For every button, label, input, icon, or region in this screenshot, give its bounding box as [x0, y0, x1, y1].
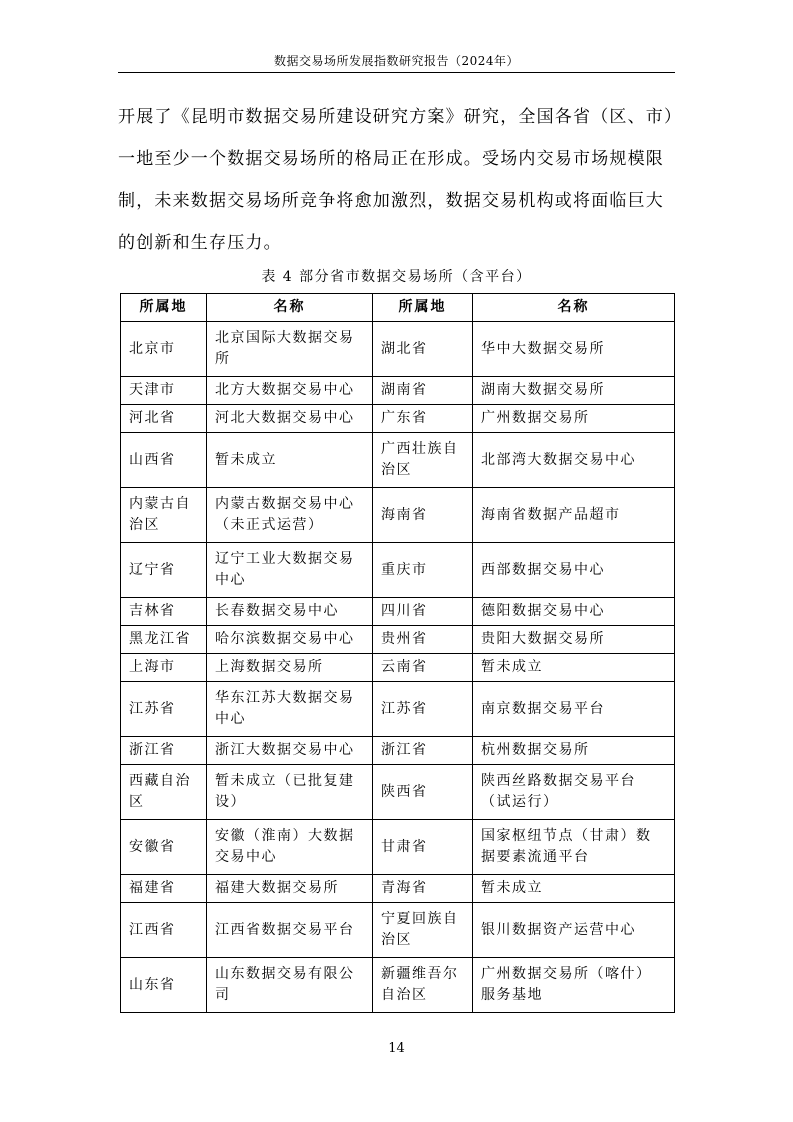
- table-header-row: [121, 294, 675, 322]
- cell-exchange-name: 长春数据交易中心: [207, 598, 373, 626]
- cell-exchange-name: 国家枢纽节点（甘肃）数据要素流通平台: [473, 820, 675, 875]
- cell-exchange-name: 山东数据交易有限公司: [207, 958, 373, 1013]
- cell-location: 山东省: [121, 958, 207, 1013]
- cell-exchange-name: 上海数据交易所: [207, 654, 373, 682]
- cell-location: 云南省: [373, 654, 473, 682]
- table-row: [121, 543, 675, 598]
- cell-location: 海南省: [373, 488, 473, 543]
- cell-location: 湖南省: [373, 377, 473, 405]
- table-row: [121, 405, 675, 433]
- table-row: [121, 737, 675, 765]
- cell-location: 内蒙古自治区: [121, 488, 207, 543]
- cell-location: 江西省: [121, 903, 207, 958]
- body-paragraph: [118, 96, 683, 264]
- cell-exchange-name: 银川数据资产运营中心: [473, 903, 675, 958]
- table-row: [121, 626, 675, 654]
- cell-exchange-name: 贵阳大数据交易所: [473, 626, 675, 654]
- table-row: [121, 765, 675, 820]
- cell-exchange-name: 西部数据交易中心: [473, 543, 675, 598]
- table-row: [121, 958, 675, 1013]
- cell-location: 新疆维吾尔自治区: [373, 958, 473, 1013]
- table-row: [121, 875, 675, 903]
- cell-exchange-name: 海南省数据产品超市: [473, 488, 675, 543]
- cell-location: 浙江省: [121, 737, 207, 765]
- cell-location: 福建省: [121, 875, 207, 903]
- cell-exchange-name: 哈尔滨数据交易中心: [207, 626, 373, 654]
- paragraph-line: 开展了《昆明市数据交易所建设研究方案》研究，全国各省（区、市）: [118, 107, 683, 127]
- cell-location: 湖北省: [373, 322, 473, 377]
- cell-location: 天津市: [121, 377, 207, 405]
- page-number: 14: [388, 1041, 405, 1056]
- cell-location: 吉林省: [121, 598, 207, 626]
- cell-exchange-name: 陕西丝路数据交易平台（试运行）: [473, 765, 675, 820]
- paragraph-line: 的创新和生存压力。: [118, 233, 282, 253]
- cell-location: 四川省: [373, 598, 473, 626]
- cell-exchange-name: 南京数据交易平台: [473, 682, 675, 737]
- cell-location: 北京市: [121, 322, 207, 377]
- cell-exchange-name: 北部湾大数据交易中心: [473, 433, 675, 488]
- cell-exchange-name: 暂未成立: [473, 875, 675, 903]
- cell-exchange-name: 华中大数据交易所: [473, 322, 675, 377]
- cell-exchange-name: 安徽（淮南）大数据交易中心: [207, 820, 373, 875]
- table-row: [121, 682, 675, 737]
- cell-exchange-name: 辽宁工业大数据交易中心: [207, 543, 373, 598]
- cell-exchange-name: 暂未成立（已批复建设）: [207, 765, 373, 820]
- running-header: 数据交易场所发展指数研究报告（2024年）: [273, 54, 520, 68]
- header-cell-location: 所属地: [121, 294, 207, 322]
- cell-exchange-name: 河北大数据交易中心: [207, 405, 373, 433]
- paragraph-line: 一地至少一个数据交易场所的格局正在形成。受场内交易市场规模限: [118, 149, 664, 169]
- table-row: [121, 488, 675, 543]
- cell-exchange-name: 杭州数据交易所: [473, 737, 675, 765]
- table-row: [121, 433, 675, 488]
- table-row: [121, 322, 675, 377]
- cell-location: 山西省: [121, 433, 207, 488]
- cell-exchange-name: 广州数据交易所: [473, 405, 675, 433]
- exchange-table: [120, 293, 675, 1013]
- cell-exchange-name: 湖南大数据交易所: [473, 377, 675, 405]
- cell-exchange-name: 华东江苏大数据交易中心: [207, 682, 373, 737]
- cell-exchange-name: 福建大数据交易所: [207, 875, 373, 903]
- header-cell-name: 名称: [473, 294, 675, 322]
- header-cell-location: 所属地: [373, 294, 473, 322]
- cell-location: 广东省: [373, 405, 473, 433]
- cell-location: 江苏省: [121, 682, 207, 737]
- table-caption: 表 4 部分省市数据交易场所（含平台）: [261, 269, 532, 285]
- table-row: [121, 654, 675, 682]
- cell-exchange-name: 浙江大数据交易中心: [207, 737, 373, 765]
- cell-location: 辽宁省: [121, 543, 207, 598]
- cell-exchange-name: 北京国际大数据交易所: [207, 322, 373, 377]
- cell-exchange-name: 广州数据交易所（喀什）服务基地: [473, 958, 675, 1013]
- cell-location: 重庆市: [373, 543, 473, 598]
- paragraph-line: 制，未来数据交易场所竞争将愈加激烈，数据交易机构或将面临巨大: [118, 191, 664, 211]
- table-row: [121, 377, 675, 405]
- cell-exchange-name: 内蒙古数据交易中心（未正式运营）: [207, 488, 373, 543]
- cell-exchange-name: 江西省数据交易平台: [207, 903, 373, 958]
- cell-location: 河北省: [121, 405, 207, 433]
- cell-location: 西藏自治区: [121, 765, 207, 820]
- cell-exchange-name: 暂未成立: [207, 433, 373, 488]
- cell-location: 宁夏回族自治区: [373, 903, 473, 958]
- cell-location: 浙江省: [373, 737, 473, 765]
- table-row: [121, 598, 675, 626]
- cell-location: 黑龙江省: [121, 626, 207, 654]
- cell-location: 广西壮族自治区: [373, 433, 473, 488]
- header-rule: [118, 72, 675, 73]
- cell-location: 安徽省: [121, 820, 207, 875]
- cell-exchange-name: 北方大数据交易中心: [207, 377, 373, 405]
- cell-exchange-name: 暂未成立: [473, 654, 675, 682]
- cell-location: 江苏省: [373, 682, 473, 737]
- cell-location: 上海市: [121, 654, 207, 682]
- cell-location: 甘肃省: [373, 820, 473, 875]
- table-row: [121, 820, 675, 875]
- cell-exchange-name: 德阳数据交易中心: [473, 598, 675, 626]
- table-row: [121, 903, 675, 958]
- header-cell-name: 名称: [207, 294, 373, 322]
- cell-location: 陕西省: [373, 765, 473, 820]
- cell-location: 青海省: [373, 875, 473, 903]
- cell-location: 贵州省: [373, 626, 473, 654]
